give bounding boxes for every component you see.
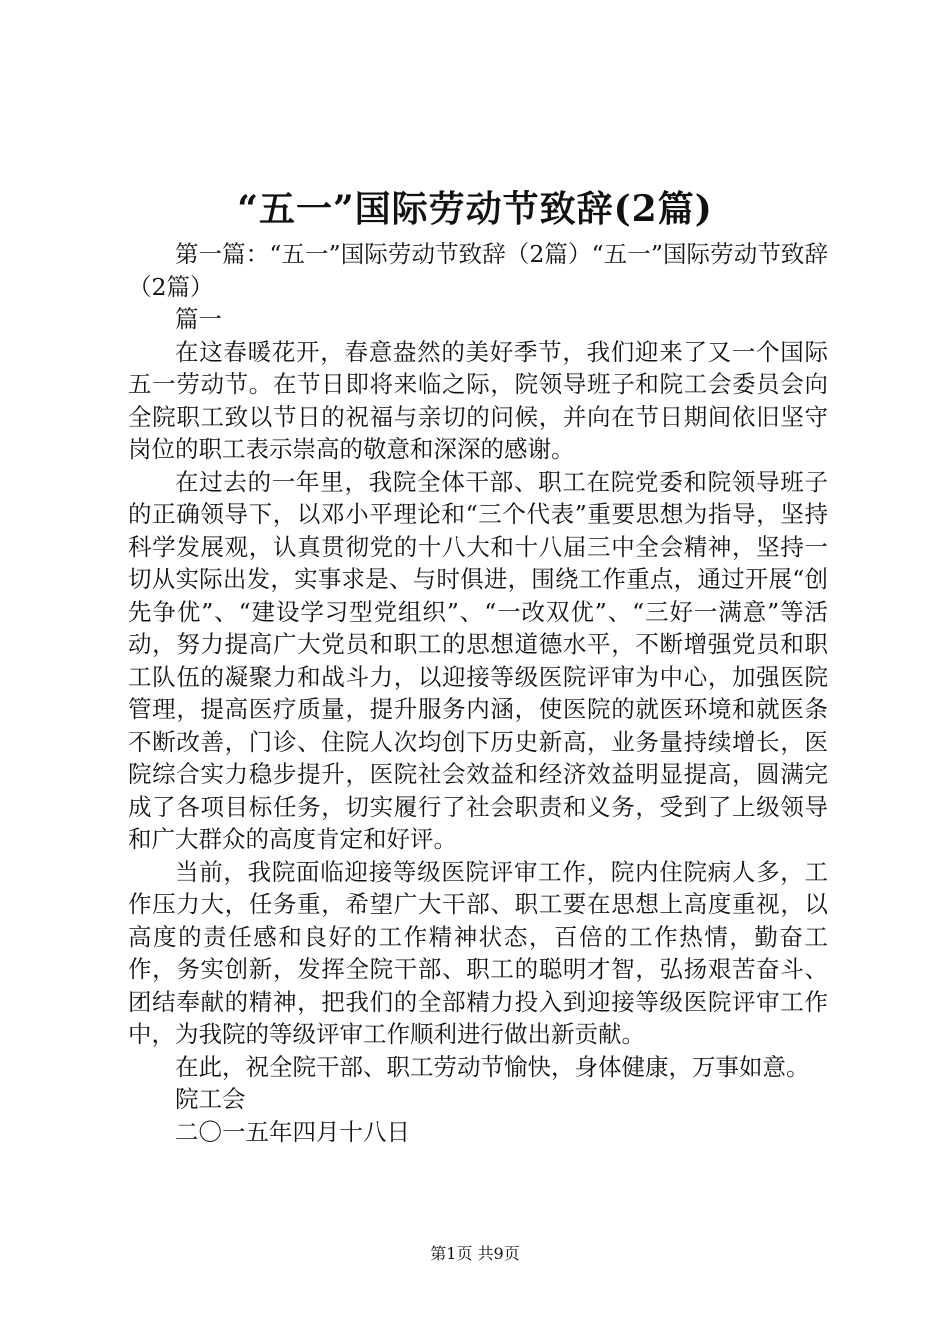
page-number-footer: 第1页 共9页: [430, 1244, 520, 1263]
paragraph-section-label: 篇一: [175, 305, 222, 333]
paragraph-review: 在过去的一年里，我院全体干部、职工在院党委和院领导班子的正确领导下，以邓小平理论和“三个代表”重要思想为指导，坚持科学发展观，认真贯彻党的十八大和十八届三中全会精神，坚持一切从实际出发，实事求是、与时俱进，围绕工作重点，通过开展“创先争优”、“建设学习型党组织”、“一改双优”、“三好一满意”等活动，努力提高广大党员和职工的思想道德水平，不断增强党员和职工队伍的凝聚力和战斗力，以迎接等级医院评审为中心，加强医院管理，提高医疗质量，提升服务内涵，使医院的就医环境和就医条不断改善，门诊、住院人次均创下历史新高，业务量持续增长，医院综合实力稳步提升，医院社会效益和经济效益明显提高，圆满完成了各项目标任务，切实履行了社会职责和义务，受到了上级领导和广大群众的高度肯定和好评。: [128, 467, 828, 853]
document-body: [128, 238, 828, 1148]
paragraph-wishes: 在此，祝全院干部、职工劳动节愉快，身体健康，万事如意。: [175, 1052, 810, 1081]
paragraph-heading: 第一篇：“五一”国际劳动节致辞（2篇）“五一”国际劳动节致辞（2篇）: [128, 240, 828, 301]
document-title: “五一”国际劳动节致辞(2篇): [237, 188, 713, 230]
paragraph-greeting: 在这春暖花开，春意盎然的美好季节，我们迎来了又一个国际五一劳动节。在节日即将来临之际，院领导班子和院工会委员会向全院职工致以节日的祝福与亲切的问候，并向在节日期间依旧坚守岗位的职工表示崇高的敬意和深深的感谢。: [128, 337, 828, 463]
signature-date: 二〇一五年四月十八日: [175, 1117, 410, 1146]
signature-organization: 院工会: [175, 1085, 246, 1113]
paragraph-current: 当前，我院面临迎接等级医院评审工作，院内住院病人多，工作压力大，任务重，希望广大干部、职工要在思想上高度重视，以高度的责任感和良好的工作精神状态，百倍的工作热情，勤奋工作，务实创新，发挥全院干部、职工的聪明才智，弘扬艰苦奋斗、团结奉献的精神，把我们的全部精力投入到迎接等级医院评审工作中，为我院的等级评审工作顺利进行做出新贡献。: [128, 857, 828, 1048]
